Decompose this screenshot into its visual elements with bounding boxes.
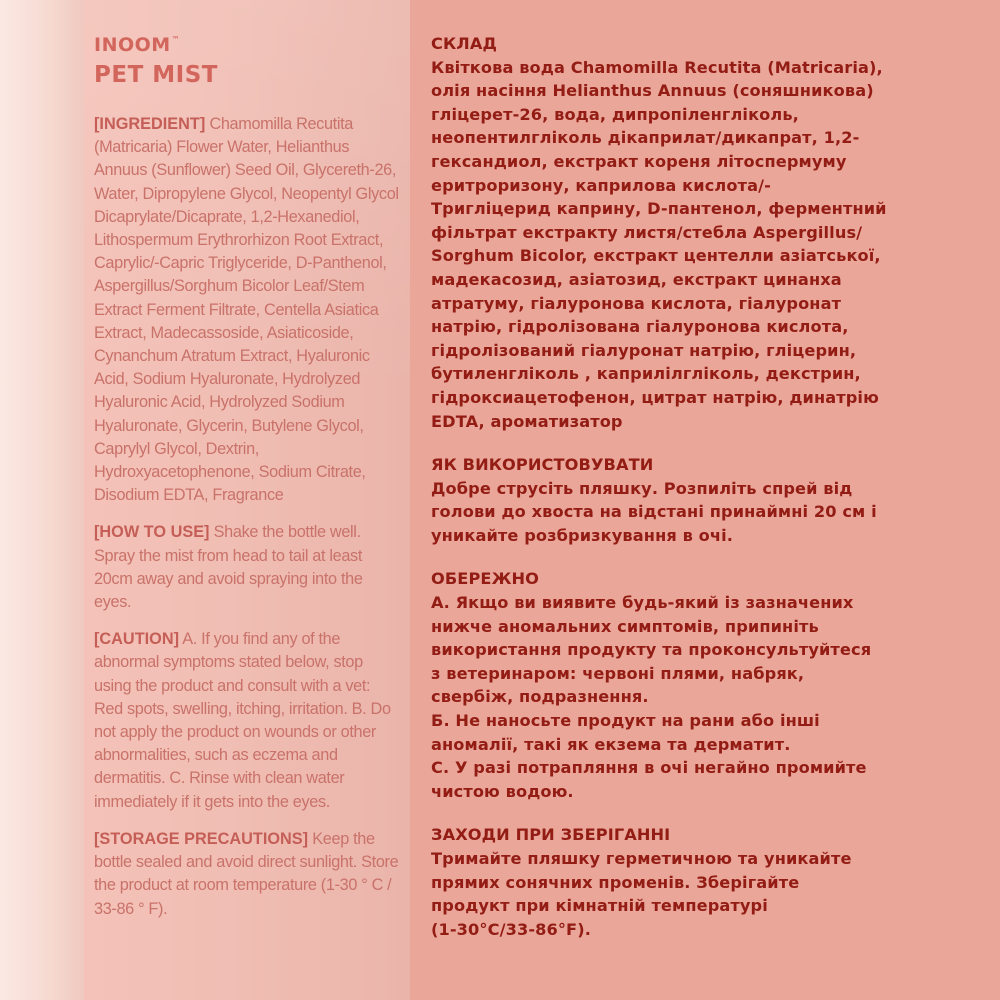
text-line: Тримайте пляшку герметичною та уникайте — [431, 849, 852, 868]
caution-section-ua — [431, 567, 986, 803]
text-line: олія насіння Helianthus Annuus (соняшникова) — [431, 81, 874, 101]
text-line: гександиол, екстракт кореня літоспермуму — [431, 151, 847, 171]
text-line: неопентилгліколь дікаприлат/дикапрат, 1,2- — [431, 128, 860, 148]
text-line: продукт при кімнатній температурі — [431, 896, 768, 916]
storage-heading-en: [STORAGE PRECAUTIONS] — [94, 829, 309, 848]
text-line: С. У разі потрапляння в очі негайно промийте — [431, 758, 867, 778]
how-to-use-text-ua — [431, 477, 986, 548]
text-line: бутиленгліколь , каприлілгліколь, декстрин, — [431, 364, 861, 384]
text-line: Квіткова вода Chamomilla Recutita (Matricaria), — [431, 57, 883, 77]
caution-text-ua — [431, 591, 986, 803]
text-line: уникайте розбризкування в очі. — [431, 525, 733, 545]
text-line: еритроризону, каприлова кислота/- — [431, 175, 771, 195]
how-to-use-text-en: Shake the bottle well. Spray the mist from head to tail at least 20cm away and avoid spraying into the eyes. — [94, 523, 363, 612]
ingredient-section-en — [94, 113, 400, 507]
ingredient-text-en: Chamomilla Recutita (Matricaria) Flower Water, Helianthus Annuus (Sunflower) Seed Oil, Glycereth-26, Water, Dipropylene Glycol, Neopentyl Glycol Dicaprylate/Dicaprate, 1,2-Hexanediol, Lithospermum Erythrorhizon Root Extract, Caprylic/-Capric Triglyceride, D-Panthenol, Aspergillus/Sorghum Bicolor Leaf/Stem Extract Ferment Filtrate, Centella Asiatica Extract, Madecassoside, Asiaticoside, Cynanchum Atratum Extract, Hyaluronic Acid, Sodium Hyaluronate, Hydrolyzed Hyaluronic Acid, Hydrolyzed Sodium Hyaluronate, Glycerin, Butylene Glycol, Caprylyl Glycol, Dextrin, Hydroxyacetophenone, Sodium Citrate, Disodium EDTA, Fragrance — [94, 115, 399, 505]
ingredient-section-ua — [431, 32, 986, 433]
ukrainian-translation-panel — [410, 0, 1000, 1000]
text-line: фільтрат екстракту листя/стебла Aspergillus/ — [431, 222, 863, 242]
ingredient-heading-en: [INGREDIENT] — [94, 115, 206, 133]
text-line: Sorghum Bicolor, екстракт центелли азіатської, — [431, 246, 881, 266]
text-line: мадекасозид, азіатозид, екстракт цинанха — [431, 269, 842, 289]
ingredient-heading-ua: СКЛАД — [431, 34, 498, 53]
text-line: голови до хвоста на відстані принаймні 20 см і — [431, 502, 877, 522]
how-to-use-heading-ua: ЯК ВИКОРИСТОВУВАТИ — [431, 455, 654, 475]
ingredient-text-ua — [431, 56, 986, 434]
text-line: атратуму, гіалуронова кислота, гіалуронат — [431, 293, 842, 313]
text-line: Б. Не наносьте продукт на рани або інші — [431, 711, 820, 731]
storage-section-ua — [431, 823, 986, 941]
caution-heading-en: [CAUTION] — [94, 630, 180, 649]
caution-section-en — [94, 628, 400, 814]
text-line: А. Якщо ви виявите будь-який із зазначених — [431, 593, 854, 613]
english-label-panel — [84, 0, 410, 1000]
text-line: гідролізований гіалуронат натрію, гліцерин, — [431, 340, 857, 360]
how-to-use-section-ua — [431, 453, 986, 547]
left-edge-strip — [0, 0, 84, 1000]
text-line: натрію, гідролізована гіалуронова кислота, — [431, 317, 849, 337]
storage-text-ua — [431, 847, 986, 941]
brand-name: INOOM™ — [94, 34, 181, 56]
text-line: нижче аномальних симптомів, припиніть — [431, 616, 819, 636]
text-line: гідроксиацетофенон, цитрат натрію, динатрію — [431, 387, 879, 407]
text-line: гліцерет-26, вода, дипропіленгліколь, — [431, 104, 799, 124]
product-name: PET MIST — [94, 62, 218, 88]
text-line: EDTA, ароматизатор — [431, 411, 623, 431]
storage-heading-ua: ЗАХОДИ ПРИ ЗБЕРІГАННІ — [431, 825, 671, 845]
text-line: прямих сонячних променів. Зберігайте — [431, 872, 800, 892]
caution-text-en: A. If you find any of the abnormal symptoms stated below, stop using the product and consult with a vet: Red spots, swelling, itching, irritation. B. Do not apply the product on wounds or other abnormalities, such as eczema and dermatitis. C. Rinse with clean water immediately if it gets into the eyes. — [94, 630, 391, 811]
text-line: використання продукту та проконсультуйтеся — [431, 640, 872, 660]
storage-text-en: Keep the bottle sealed and avoid direct sunlight. Store the product at room temperature (1-30 ° C / 33-86 ° F). — [94, 829, 399, 918]
text-line: аномалії, такі як екзема та дерматит. — [431, 734, 791, 754]
how-to-use-heading-en: [HOW TO USE] — [94, 523, 210, 542]
text-line: свербіж, подразнення. — [431, 687, 649, 707]
trademark-symbol: ™ — [171, 35, 181, 44]
text-line: з ветеринаром: червоні плями, набряк, — [431, 663, 805, 683]
caution-heading-ua: ОБЕРЕЖНО — [431, 569, 540, 589]
text-line: (1-30°C/33-86°F). — [431, 919, 591, 939]
storage-section-en — [94, 828, 400, 921]
text-line: чистою водою. — [431, 781, 574, 801]
how-to-use-section-en — [94, 521, 400, 614]
text-line: Добре струсіть пляшку. Розпиліть спрей від — [431, 478, 853, 498]
text-line: Тригліцерид каприну, D-пантенол, ферментний — [431, 199, 887, 219]
